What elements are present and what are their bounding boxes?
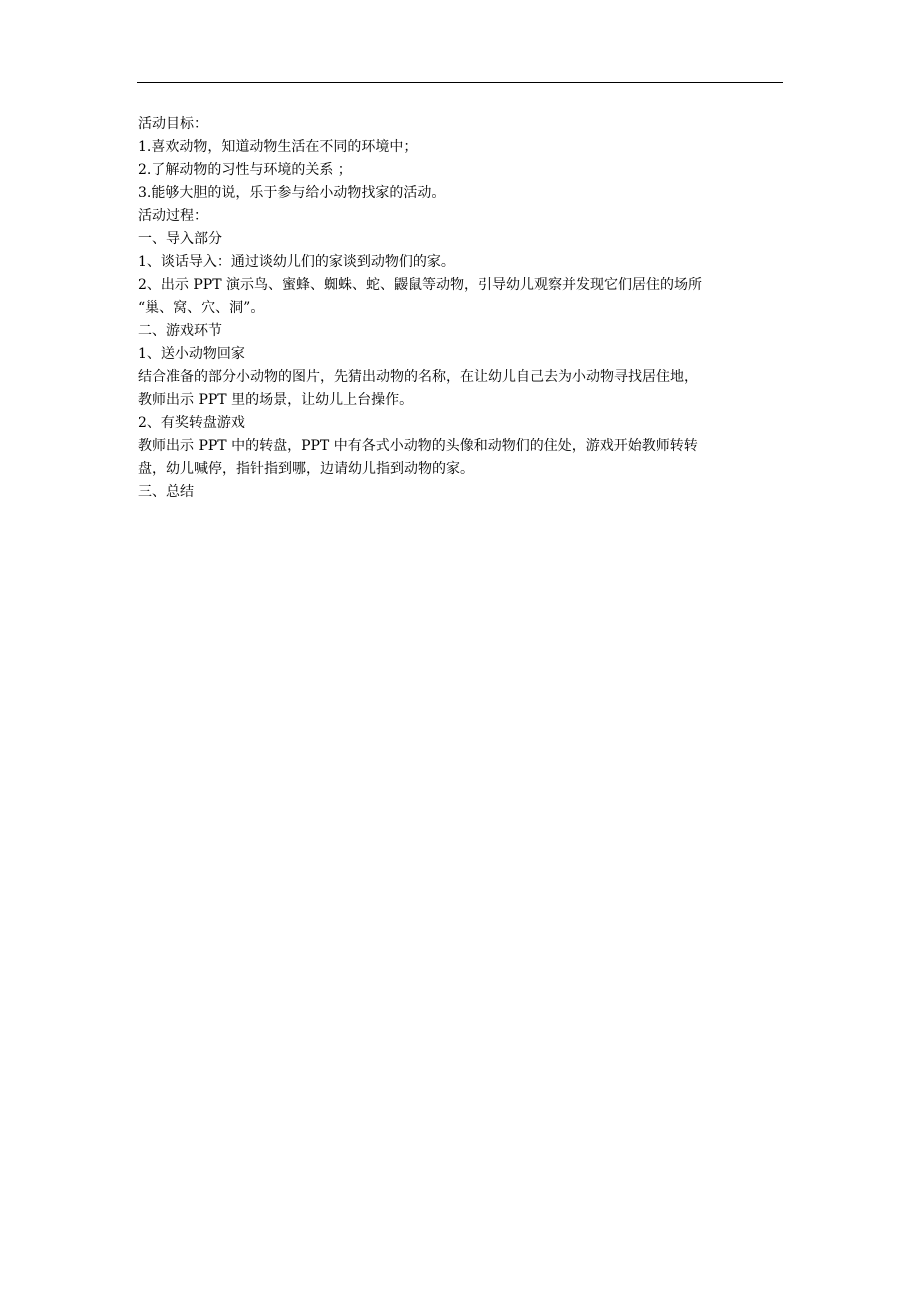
game-step-2-title: 2、有奖转盘游戏 [138,415,245,431]
intro-step-1: 1、谈话导入：通过谈幼儿们的家谈到动物们的家。 [138,254,455,270]
section-heading-goals: 活动目标： [138,116,208,132]
part-heading-game: 二、游戏环节 [138,323,222,339]
document-body [138,113,788,504]
game-step-1-text-continued: 教师出示 PPT 里的场景，让幼儿上台操作。 [138,392,414,408]
goal-item-2: 2.了解动物的习性与环境的关系 ； [138,162,352,178]
part-heading-summary: 三、总结 [138,484,194,500]
header-rule [137,82,783,83]
game-step-2-text: 教师出示 PPT 中的转盘，PPT 中有各式小动物的头像和动物们的住处，游戏开始教师转转 [138,438,698,454]
game-step-1-title: 1、送小动物回家 [138,346,245,362]
section-heading-process: 活动过程： [138,208,208,224]
intro-step-2-continued: “巢、窝、穴、洞”。 [138,300,265,316]
part-heading-intro: 一、导入部分 [138,231,222,247]
intro-step-2: 2、出示 PPT 演示鸟、蜜蜂、蜘蛛、蛇、鼹鼠等动物，引导幼儿观察并发现它们居住的场所 [138,277,702,293]
game-step-1-text: 结合准备的部分小动物的图片，先猜出动物的名称，在让幼儿自己去为小动物寻找居住地， [138,369,698,385]
goal-item-3: 3.能够大胆的说，乐于参与给小动物找家的活动。 [138,185,446,201]
goal-item-1: 1.喜欢动物，知道动物生活在不同的环境中； [138,139,418,155]
game-step-2-text-continued: 盘，幼儿喊停，指针指到哪，边请幼儿指到动物的家。 [138,461,474,477]
